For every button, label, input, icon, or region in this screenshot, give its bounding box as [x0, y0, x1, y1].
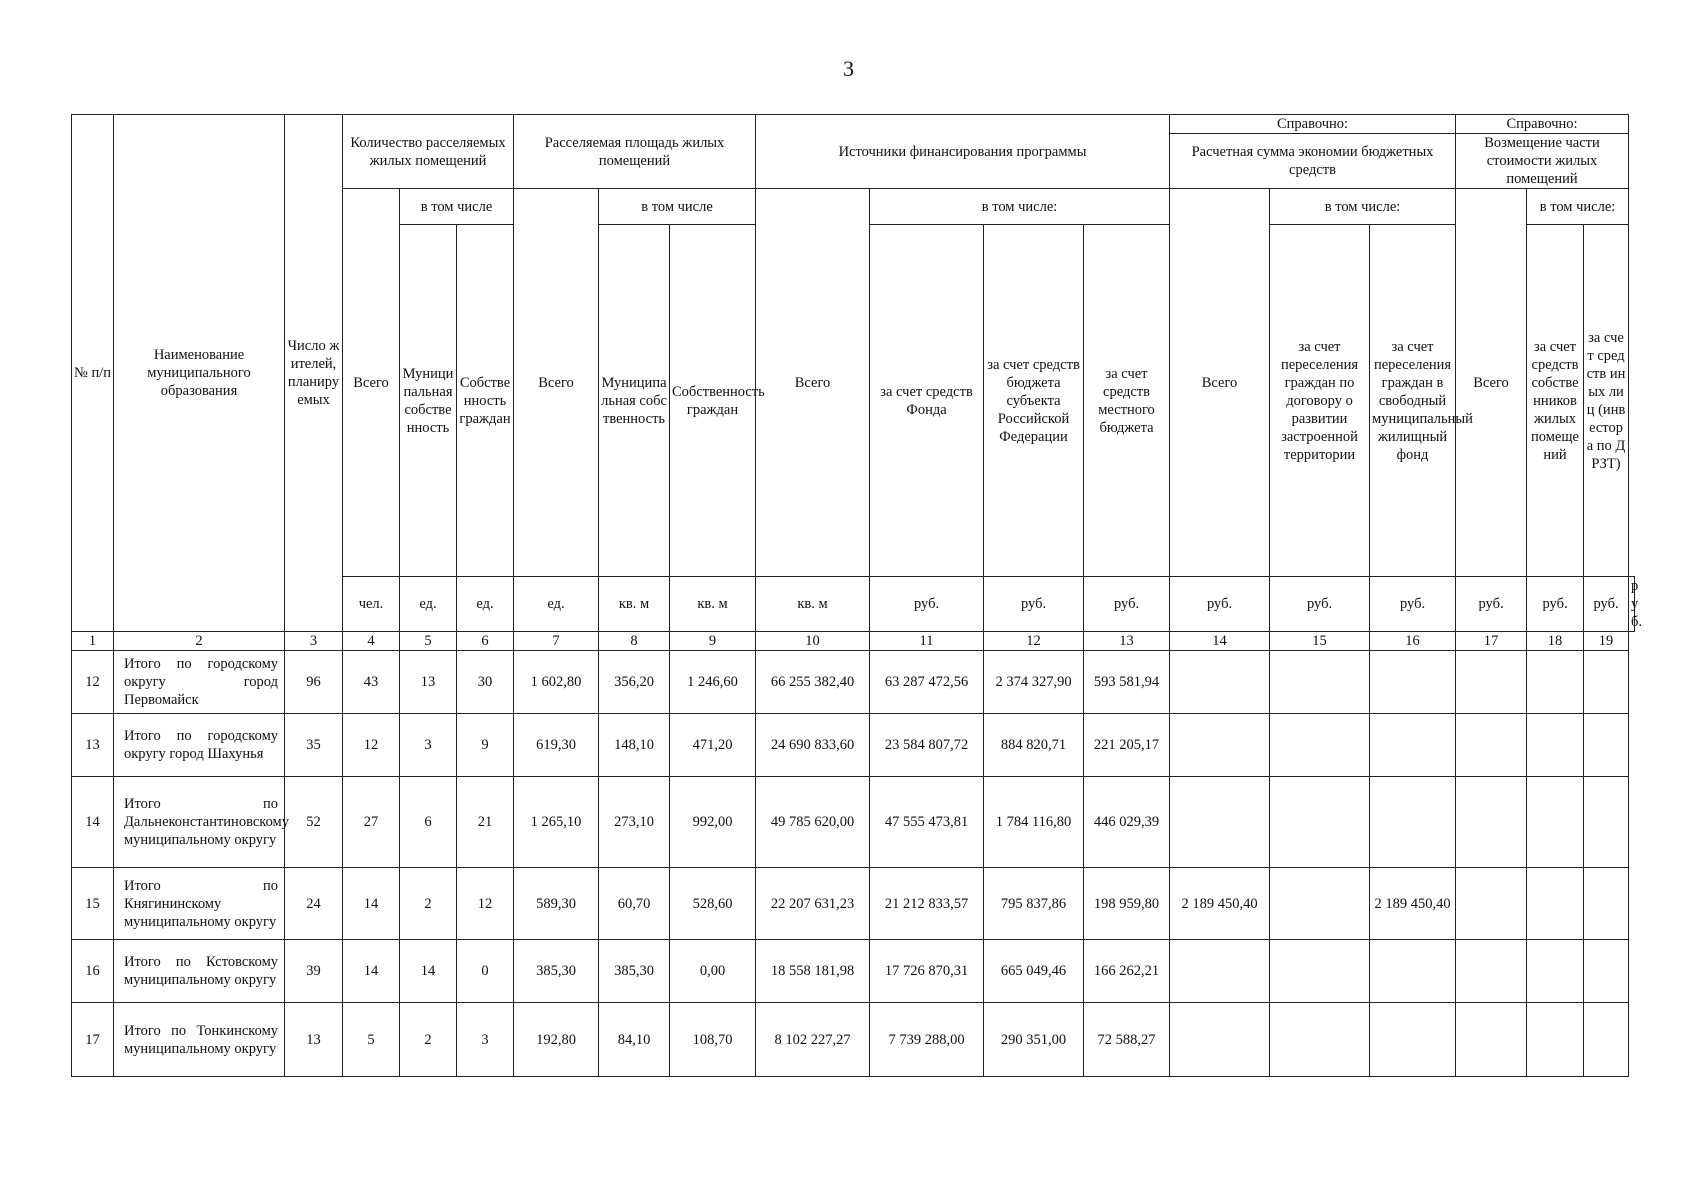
- unit-cell: кв. м: [599, 577, 670, 632]
- cell-fin-total: 18 558 181,98: [756, 940, 870, 1003]
- unit-cell: кв. м: [756, 577, 870, 632]
- cell-fin-fund: 17 726 870,31: [870, 940, 984, 1003]
- cell-no: 14: [72, 777, 114, 868]
- column-number-cell: 14: [1170, 632, 1270, 651]
- cell-fin-total: 24 690 833,60: [756, 714, 870, 777]
- count-municipal-header: Муниципальная собственность: [400, 225, 457, 577]
- cell-fin-local: 221 205,17: [1084, 714, 1170, 777]
- column-number-cell: 17: [1456, 632, 1527, 651]
- savings-free-fund-header: за счет переселения граждан в свободный муниципальный жилищный фонд: [1370, 225, 1456, 577]
- area-private-header: Собственность граждан: [670, 225, 756, 577]
- table-row: [72, 1003, 1635, 1077]
- cell-name: Итого по Княгининскому муниципальному округу: [114, 868, 285, 940]
- group-header-count: Количество расселяемых жилых помещений: [343, 115, 514, 189]
- cell-comp-owners: [1527, 940, 1584, 1003]
- column-number-cell: 6: [457, 632, 514, 651]
- page-number: 3: [843, 56, 854, 81]
- cell-area-mun: 84,10: [599, 1003, 670, 1077]
- cell-count-priv: 21: [457, 777, 514, 868]
- cell-fin-total: 8 102 227,27: [756, 1003, 870, 1077]
- cell-area-mun: 273,10: [599, 777, 670, 868]
- column-number-cell: 11: [870, 632, 984, 651]
- unit-cell: чел.: [343, 577, 400, 632]
- finance-subject-header: за счет средств бюджета субъекта Российской Федерации: [984, 225, 1084, 577]
- finance-local-header: за счет средств местного бюджета: [1084, 225, 1170, 577]
- savings-total-header: Всего: [1170, 189, 1270, 577]
- cell-area-mun: 60,70: [599, 868, 670, 940]
- cell-fin-local: 166 262,21: [1084, 940, 1170, 1003]
- column-number-cell: 16: [1370, 632, 1456, 651]
- cell-comp-other: [1584, 1003, 1629, 1077]
- column-number-cell: 18: [1527, 632, 1584, 651]
- column-number-cell: 4: [343, 632, 400, 651]
- cell-area-priv: 0,00: [670, 940, 756, 1003]
- cell-area-total: 385,30: [514, 940, 599, 1003]
- cell-comp-owners: [1527, 1003, 1584, 1077]
- column-number-cell: 19: [1584, 632, 1629, 651]
- finance-in-that-number: в том числе:: [870, 189, 1170, 225]
- cell-comp-total: [1456, 651, 1527, 714]
- cell-comp-total: [1456, 868, 1527, 940]
- unit-cell: руб.: [1084, 577, 1170, 632]
- cell-sav-dev: [1270, 868, 1370, 940]
- cell-residents: 39: [285, 940, 343, 1003]
- unit-cell: кв. м: [670, 577, 756, 632]
- cell-name: Итого по Тонкинскому муниципальному округу: [114, 1003, 285, 1077]
- count-total-header: Всего: [343, 189, 400, 577]
- column-number-cell: 12: [984, 632, 1084, 651]
- cell-area-priv: 1 246,60: [670, 651, 756, 714]
- cell-fin-subject: 2 374 327,90: [984, 651, 1084, 714]
- cell-sav-free: [1370, 651, 1456, 714]
- column-number-cell: 10: [756, 632, 870, 651]
- cell-sav-total: [1170, 777, 1270, 868]
- unit-cell: руб.: [1170, 577, 1270, 632]
- cell-name: Итого по Кстовскому муниципальному округу: [114, 940, 285, 1003]
- count-private-header: Собственность граждан: [457, 225, 514, 577]
- table-row: [72, 714, 1635, 777]
- savings-development-header: за счет переселения граждан по договору о развитии застроенной территории: [1270, 225, 1370, 577]
- area-in-that-number: в том числе: [599, 189, 756, 225]
- cell-no: 12: [72, 651, 114, 714]
- cell-comp-owners: [1527, 868, 1584, 940]
- cell-residents: 96: [285, 651, 343, 714]
- cell-count-total: 14: [343, 940, 400, 1003]
- cell-fin-local: 446 029,39: [1084, 777, 1170, 868]
- cell-fin-subject: 1 784 116,80: [984, 777, 1084, 868]
- cell-count-priv: 30: [457, 651, 514, 714]
- cell-no: 15: [72, 868, 114, 940]
- area-total-header: Всего: [514, 189, 599, 577]
- cell-comp-owners: [1527, 651, 1584, 714]
- cell-count-total: 5: [343, 1003, 400, 1077]
- cell-count-priv: 12: [457, 868, 514, 940]
- cell-count-mun: 2: [400, 1003, 457, 1077]
- cell-sav-total: 2 189 450,40: [1170, 868, 1270, 940]
- compensation-owners-header: за счет средств собственников жилых помещений: [1527, 225, 1584, 577]
- cell-comp-other: [1584, 651, 1629, 714]
- table-row: [72, 777, 1635, 868]
- unit-cell: руб.: [1527, 577, 1584, 632]
- cell-count-mun: 14: [400, 940, 457, 1003]
- cell-no: 13: [72, 714, 114, 777]
- cell-sav-free: 2 189 450,40: [1370, 868, 1456, 940]
- cell-count-priv: 9: [457, 714, 514, 777]
- area-municipal-header: Муниципальная собственность: [599, 225, 670, 577]
- reference-label-compensation: Справочно:: [1456, 115, 1629, 134]
- cell-count-total: 43: [343, 651, 400, 714]
- cell-fin-local: 198 959,80: [1084, 868, 1170, 940]
- column-number-cell: 8: [599, 632, 670, 651]
- unit-cell: ед.: [400, 577, 457, 632]
- cell-sav-free: [1370, 777, 1456, 868]
- cell-residents: 24: [285, 868, 343, 940]
- cell-count-priv: 0: [457, 940, 514, 1003]
- unit-cell: ед.: [457, 577, 514, 632]
- cell-name: Итого по городскому округу город Шахунья: [114, 714, 285, 777]
- savings-in-that-number: в том числе:: [1270, 189, 1456, 225]
- cell-fin-subject: 665 049,46: [984, 940, 1084, 1003]
- cell-fin-fund: 63 287 472,56: [870, 651, 984, 714]
- cell-sav-total: [1170, 651, 1270, 714]
- resettlement-table: [71, 114, 1643, 1077]
- cell-count-total: 27: [343, 777, 400, 868]
- cell-fin-fund: 21 212 833,57: [870, 868, 984, 940]
- unit-cell: руб.: [1270, 577, 1370, 632]
- cell-area-priv: 471,20: [670, 714, 756, 777]
- cell-sav-total: [1170, 714, 1270, 777]
- cell-comp-owners: [1527, 777, 1584, 868]
- cell-fin-fund: 7 739 288,00: [870, 1003, 984, 1077]
- cell-comp-owners: [1527, 714, 1584, 777]
- cell-residents: 13: [285, 1003, 343, 1077]
- group-header-finance: Источники финансирования программы: [756, 115, 1170, 189]
- cell-name: Итого по городскому округу город Первомайск: [114, 651, 285, 714]
- cell-fin-fund: 47 555 473,81: [870, 777, 984, 868]
- finance-total-header: Всего: [756, 189, 870, 577]
- col-header-residents: Число жителей, планируемых: [285, 115, 343, 632]
- column-number-cell: 9: [670, 632, 756, 651]
- cell-count-total: 12: [343, 714, 400, 777]
- cell-sav-free: [1370, 940, 1456, 1003]
- cell-fin-subject: 795 837,86: [984, 868, 1084, 940]
- cell-comp-other: [1584, 714, 1629, 777]
- cell-area-total: 619,30: [514, 714, 599, 777]
- cell-comp-total: [1456, 777, 1527, 868]
- cell-count-mun: 6: [400, 777, 457, 868]
- cell-fin-total: 66 255 382,40: [756, 651, 870, 714]
- cell-comp-other: [1584, 940, 1629, 1003]
- finance-fund-header: за счет средств Фонда: [870, 225, 984, 577]
- cell-fin-local: 72 588,27: [1084, 1003, 1170, 1077]
- table-row: [72, 651, 1635, 714]
- cell-count-mun: 3: [400, 714, 457, 777]
- cell-sav-total: [1170, 1003, 1270, 1077]
- cell-count-mun: 2: [400, 868, 457, 940]
- cell-fin-total: 49 785 620,00: [756, 777, 870, 868]
- column-number-cell: 15: [1270, 632, 1370, 651]
- cell-fin-subject: 884 820,71: [984, 714, 1084, 777]
- cell-area-total: 1 265,10: [514, 777, 599, 868]
- cell-no: 17: [72, 1003, 114, 1077]
- column-number-cell: 13: [1084, 632, 1170, 651]
- cell-comp-other: [1584, 868, 1629, 940]
- group-header-savings: Расчетная сумма экономии бюджетных средств: [1170, 134, 1456, 189]
- cell-area-mun: 148,10: [599, 714, 670, 777]
- unit-cell: руб.: [984, 577, 1084, 632]
- cell-sav-dev: [1270, 777, 1370, 868]
- group-header-area: Расселяемая площадь жилых помещений: [514, 115, 756, 189]
- compensation-total-header: Всего: [1456, 189, 1527, 577]
- cell-residents: 52: [285, 777, 343, 868]
- cell-area-total: 192,80: [514, 1003, 599, 1077]
- column-number-cell: 3: [285, 632, 343, 651]
- table-row: [72, 868, 1635, 940]
- unit-cell: руб.: [1456, 577, 1527, 632]
- cell-sav-dev: [1270, 1003, 1370, 1077]
- group-header-compensation: Возмещение части стоимости жилых помещений: [1456, 134, 1629, 189]
- compensation-in-that-number: в том числе:: [1527, 189, 1629, 225]
- column-number-cell: 7: [514, 632, 599, 651]
- unit-cell: ед.: [514, 577, 599, 632]
- cell-name: Итого по Дальнеконстантиновскому муниципальному округу: [114, 777, 285, 868]
- cell-fin-local: 593 581,94: [1084, 651, 1170, 714]
- table-row: [72, 940, 1635, 1003]
- cell-count-priv: 3: [457, 1003, 514, 1077]
- unit-cell: руб.: [1584, 577, 1629, 632]
- cell-sav-free: [1370, 714, 1456, 777]
- cell-area-priv: 992,00: [670, 777, 756, 868]
- compensation-other-header: за счет средств иных лиц (инвестора по ДРЗТ): [1584, 225, 1629, 577]
- cell-count-mun: 13: [400, 651, 457, 714]
- cell-residents: 35: [285, 714, 343, 777]
- cell-count-total: 14: [343, 868, 400, 940]
- col-header-name: Наименование муниципального образования: [114, 115, 285, 632]
- cell-area-mun: 385,30: [599, 940, 670, 1003]
- unit-cell: руб.: [1629, 577, 1635, 632]
- reference-label-savings: Справочно:: [1170, 115, 1456, 134]
- cell-sav-free: [1370, 1003, 1456, 1077]
- cell-fin-subject: 290 351,00: [984, 1003, 1084, 1077]
- cell-sav-total: [1170, 940, 1270, 1003]
- cell-comp-total: [1456, 714, 1527, 777]
- cell-area-total: 589,30: [514, 868, 599, 940]
- cell-fin-total: 22 207 631,23: [756, 868, 870, 940]
- cell-sav-dev: [1270, 714, 1370, 777]
- cell-comp-total: [1456, 1003, 1527, 1077]
- cell-sav-dev: [1270, 940, 1370, 1003]
- cell-comp-other: [1584, 777, 1629, 868]
- cell-area-priv: 108,70: [670, 1003, 756, 1077]
- unit-cell: руб.: [1370, 577, 1456, 632]
- unit-cell: руб.: [870, 577, 984, 632]
- cell-area-priv: 528,60: [670, 868, 756, 940]
- column-number-cell: 1: [72, 632, 114, 651]
- cell-comp-total: [1456, 940, 1527, 1003]
- cell-sav-dev: [1270, 651, 1370, 714]
- cell-fin-fund: 23 584 807,72: [870, 714, 984, 777]
- column-number-cell: 5: [400, 632, 457, 651]
- cell-area-mun: 356,20: [599, 651, 670, 714]
- cell-area-total: 1 602,80: [514, 651, 599, 714]
- cell-no: 16: [72, 940, 114, 1003]
- col-header-no: № п/п: [72, 115, 114, 632]
- count-in-that-number: в том числе: [400, 189, 514, 225]
- column-number-cell: 2: [114, 632, 285, 651]
